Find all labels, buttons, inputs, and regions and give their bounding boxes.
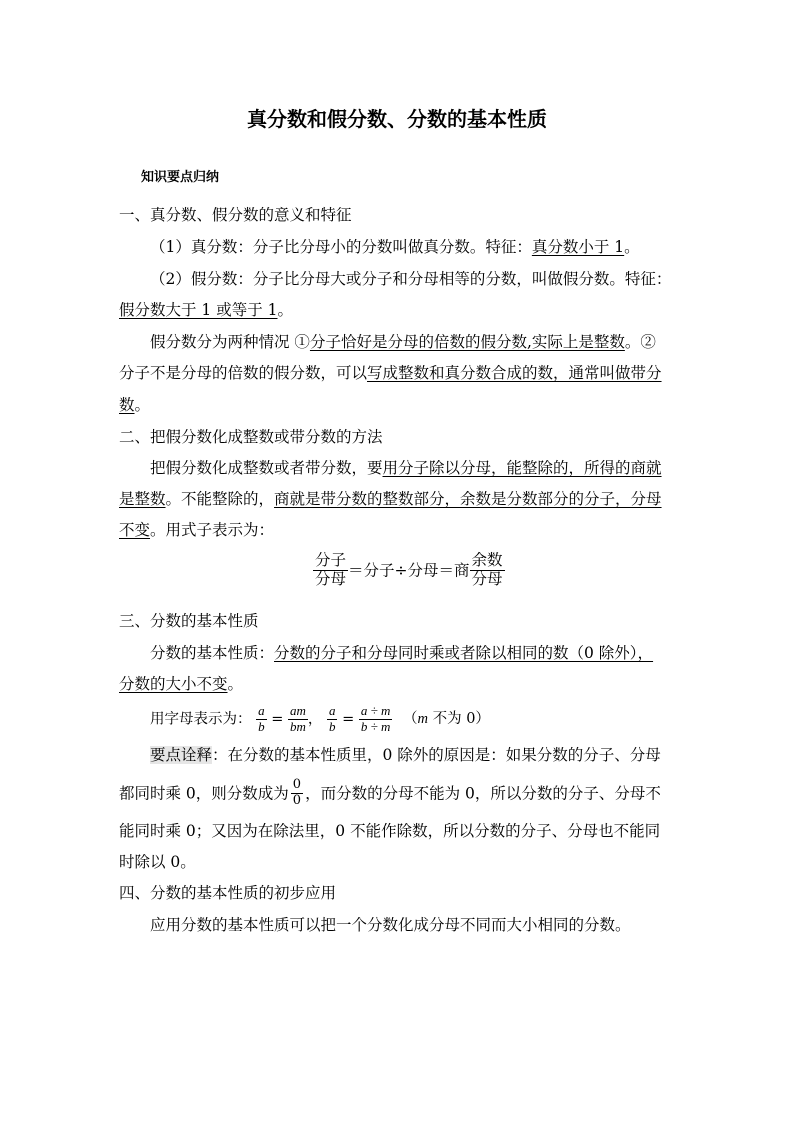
paragraph-two-cases-end: 数。 (119, 396, 151, 414)
formula-letters: 用字母表示为： $\frac{a}{b}$ = $\frac{am}{bm}$ ， $\frac{a}{b}$ = $\frac{a \div m}{b \div m}$ （m 不为 0） (150, 703, 490, 734)
fraction-remainder-over-denominator: $\frac{\text{余数}}{\text{分母}}$ (471, 551, 503, 588)
formula-improper-to-mixed: $\frac{\text{分子}}{\text{分母}}$ ＝分子÷分母＝商 $\frac{\text{余数}}{\text{分母}}$ (315, 551, 503, 588)
fraction-am-over-bm: $\frac{am}{bm}$ (289, 703, 306, 734)
fraction-a-over-b: $\frac{a}{b}$ (258, 703, 265, 734)
note-highlight: 要点诠释 (150, 746, 213, 764)
note-line-2: 都同时乘 0，则分数成为 $\frac{0}{0}$ ，而分数的分母不能为 0，所以分数的分子、分母不 (119, 777, 661, 808)
paragraph-proper-fraction: （1）真分数：分子比分母小的分数叫做真分数。特征：真分数小于 1。 (150, 238, 640, 256)
paragraph-improper-feature: 假分数大于 1 或等于 1。 (119, 301, 294, 319)
note-line-1: 要点诠释：在分数的基本性质里，0 除外的原因是：如果分数的分子、分母 (150, 746, 661, 764)
note-line-4: 时除以 0。 (119, 853, 196, 871)
heading-section-4: 四、分数的基本性质的初步应用 (119, 884, 337, 902)
fraction-a-over-b-2: $\frac{a}{b}$ (328, 703, 336, 734)
paragraph-convert-1: 把假分数化成整数或者带分数，要用分子除以分母，能整除的，所得的商就 (150, 459, 662, 477)
section-subtitle: 知识要点归纳 (141, 170, 220, 185)
paragraph-two-cases-cont: 分子不是分母的倍数的假分数，可以写成整数和真分数合成的数，通常叫做带分 (119, 364, 662, 382)
paragraph-two-cases: 假分数分为两种情况 ①分子恰好是分母的倍数的假分数,实际上是整数。② (150, 333, 656, 351)
paragraph-basic-property: 分数的基本性质：分数的分子和分母同时乘或者除以相同的数（0 除外）， (150, 644, 654, 662)
note-line-3: 能同时乘 0；又因为在除法里，0 不能作除数，所以分数的分子、分母也不能同 (119, 822, 661, 840)
page-title: 真分数和假分数、分数的基本性质 (247, 107, 547, 131)
fraction-a-div-m-over-b-div-m: $\frac{a \div m}{b \div m}$ (360, 703, 391, 734)
paragraph-convert-3: 不变。用式子表示为： (119, 521, 275, 539)
fraction-numerator-over-denominator: $\frac{\text{分子}}{\text{分母}}$ (315, 551, 347, 588)
paragraph-convert-2: 是整数。不能整除的，商就是带分数的整数部分，余数是分数部分的分子，分母 (119, 490, 662, 508)
heading-section-1: 一、真分数、假分数的意义和特征 (119, 206, 352, 224)
paragraph-application: 应用分数的基本性质可以把一个分数化成分母不同而大小相同的分数。 (150, 916, 631, 934)
heading-section-3: 三、分数的基本性质 (119, 612, 259, 630)
heading-section-2: 二、把假分数化成整数或带分数的方法 (119, 428, 383, 446)
fraction-zero-over-zero: $\frac{0}{0}$ (292, 777, 302, 808)
paragraph-improper-fraction: （2）假分数：分子比分母大或分子和分母相等的分数，叫做假分数。特征： (150, 270, 672, 288)
paragraph-basic-property-end: 分数的大小不变。 (119, 675, 244, 693)
